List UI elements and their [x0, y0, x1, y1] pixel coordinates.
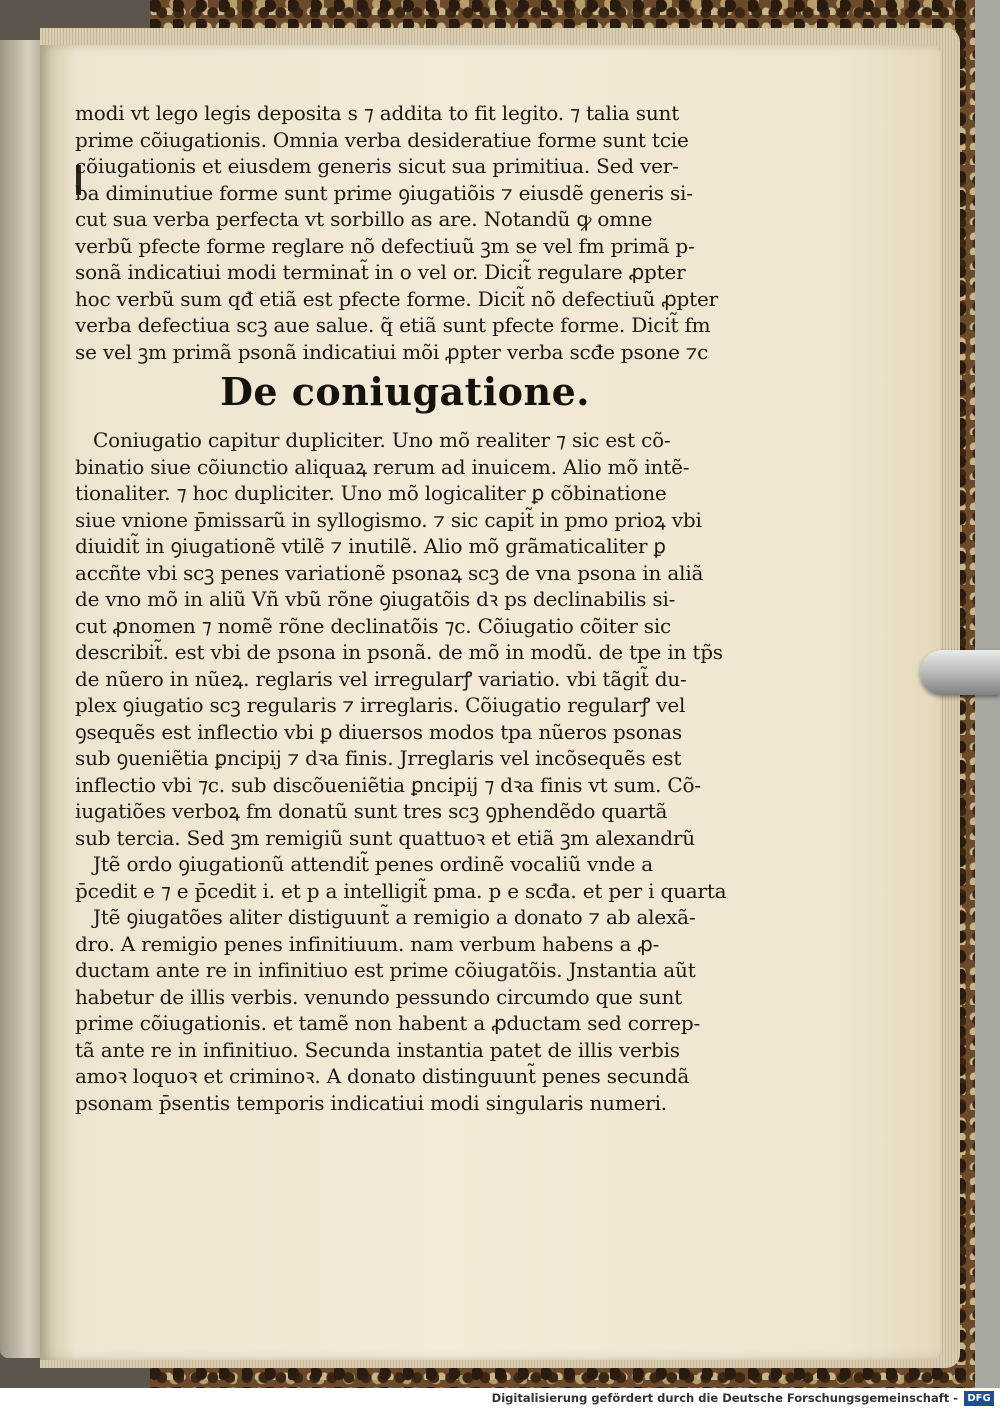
text-line: verbũ pfecte forme reglare nõ defectiuũ ꝫm se vel fm primã p- [75, 233, 695, 258]
text-line: sonã indicatiui modi terminat̃ in o vel or. Dicit̃ regulare ꝓpter [75, 260, 686, 284]
text-line: iugatiões verboꝝ fm donatũ sunt tres scꝫ ꝯphendẽdo quartã [75, 799, 668, 823]
text-line: plex ꝯiugatio scꝫ regularis ⁊ irreglaris. Cõiugatio regularꝭ vel [75, 693, 686, 717]
text-line: siue vnione p̄missarũ in syllogismo. ⁊ sic capit̃ in pmo prioꝝ vbi [75, 507, 702, 532]
text-line: accñte vbi scꝫ penes variationẽ psonaꝝ scꝫ de vna psona in aliã [75, 560, 704, 585]
text-line: inflectio vbi ⁊c. sub discõueniẽtia ꝑncipij ⁊ dꝛa finis vt sum. Cõ- [75, 772, 701, 797]
text-line: psonam p̄sentis temporis indicatiui modi singularis numeri. [75, 1090, 667, 1115]
text-line: dro. A remigio penes infinitiuum. nam verbum habens a ꝓ- [75, 931, 660, 956]
text-line: diuidit̃ in ꝯiugationẽ vtilẽ ⁊ inutilẽ. Alio mõ grãmaticaliter ꝑ [75, 534, 666, 558]
text-line: Jtẽ ꝯiugatões aliter distiguunt̃ a remigio a donato ⁊ ab alexã- [93, 905, 696, 929]
section-heading: De coniugatione. [219, 369, 591, 414]
text-line: habetur de illis verbis. venundo pessundo circumdo que sunt [75, 984, 683, 1009]
text-line: sub tercia. Sed ꝫm remigiũ sunt quattuoꝛ et etiã ꝫm alexandrũ [75, 825, 695, 850]
text-line: prime cõiugationis. Omnia verba desideratiue forme sunt tcie [75, 127, 689, 152]
footer-bar [0, 1388, 1000, 1410]
text-line: binatio siue cõiunctio aliquaꝝ rerum ad inuicem. Alio mõ intẽ- [75, 454, 690, 479]
text-line: ꝯsequẽs est inflectio vbi ꝑ diuersos modos tpa nũeros psonas [75, 719, 682, 744]
footer-credit: Digitalisierung gefördert durch die Deutsche Forschungsgemeinschaft - [491, 1391, 958, 1405]
page-clip-tab[interactable] [920, 650, 1000, 695]
text-line: verba defectiua scꝫ aue salue. q̃ etiã sunt pfecte forme. Dicit̃ fm [75, 313, 711, 337]
text-line: describit̃. est vbi de psona in psonã. de mõ in modũ. de tpe in tp̃s [75, 640, 723, 664]
text-line: p̄cedit e ⁊ e p̄cedit i. et p a intelligit̃ pma. p e scđa. et per i quarta [75, 878, 727, 903]
text-lines-before-heading [75, 100, 735, 365]
text-line: tã ante re in infinitiuo. Secunda instantia patet de illis verbis [75, 1037, 680, 1062]
text-line: tionaliter. ⁊ hoc dupliciter. Uno mõ logicaliter ꝑ cõbinatione [75, 481, 667, 505]
text-lines-after-heading [75, 427, 735, 1116]
text-line: modi vt lego legis deposita s ⁊ addita to fit legito. ⁊ talia sunt [75, 101, 680, 125]
text-line: cõiugationis et eiusdem generis sicut sua primitiua. Sed ver- [75, 154, 679, 178]
text-line: de nũero in nũeꝝ. reglaris vel irregularꝭ variatio. vbi tãgit̃ du- [75, 666, 687, 691]
text-line: se vel ꝫm primã psonã indicatiui mõi ꝓpter verba scđe psone ⁊c [75, 339, 709, 364]
text-line: ductam ante re in infinitiuo est prime cõiugatõis. Jnstantia aũt [75, 958, 696, 982]
printed-text-block [75, 100, 735, 1116]
text-line: Jtẽ ordo ꝯiugationũ attendit̃ penes ordinẽ vocaliũ vnde a [93, 852, 653, 876]
text-line: de vno mõ in aliũ Vñ vbũ rõne ꝯiugatõis dꝛ ps declinabilis si- [75, 587, 676, 611]
text-line: cut sua verba perfecta vt sorbillo as are. Notandũ ꝙ omne [75, 207, 653, 231]
text-line: ba diminutiue forme sunt prime ꝯiugatiõis ⁊ eiusdẽ generis si- [75, 180, 693, 205]
text-line: sub ꝯueniẽtia ꝑncipij ⁊ dꝛa finis. Jrreglaris vel incõsequẽs est [75, 746, 682, 770]
text-line: Coniugatio capitur dupliciter. Uno mõ realiter ⁊ sic est cõ- [93, 428, 671, 452]
text-line: hoc verbũ sum qđ etiã est pfecte forme. Dicit̃ nõ defectiuũ ꝓpter [75, 286, 718, 311]
facing-page-edge [0, 40, 40, 1358]
text-line: cut ꝓnomen ⁊ nomẽ rõne declinatõis ⁊c. Cõiugatio cõiter sic [75, 613, 672, 638]
text-line: amoꝛ loquoꝛ et criminoꝛ. A donato distinguunt̃ penes secundã [75, 1064, 690, 1088]
dfg-logo: DFG [964, 1391, 994, 1406]
text-line: prime cõiugationis. et tamẽ non habent a ꝓductam sed correp- [75, 1011, 701, 1035]
